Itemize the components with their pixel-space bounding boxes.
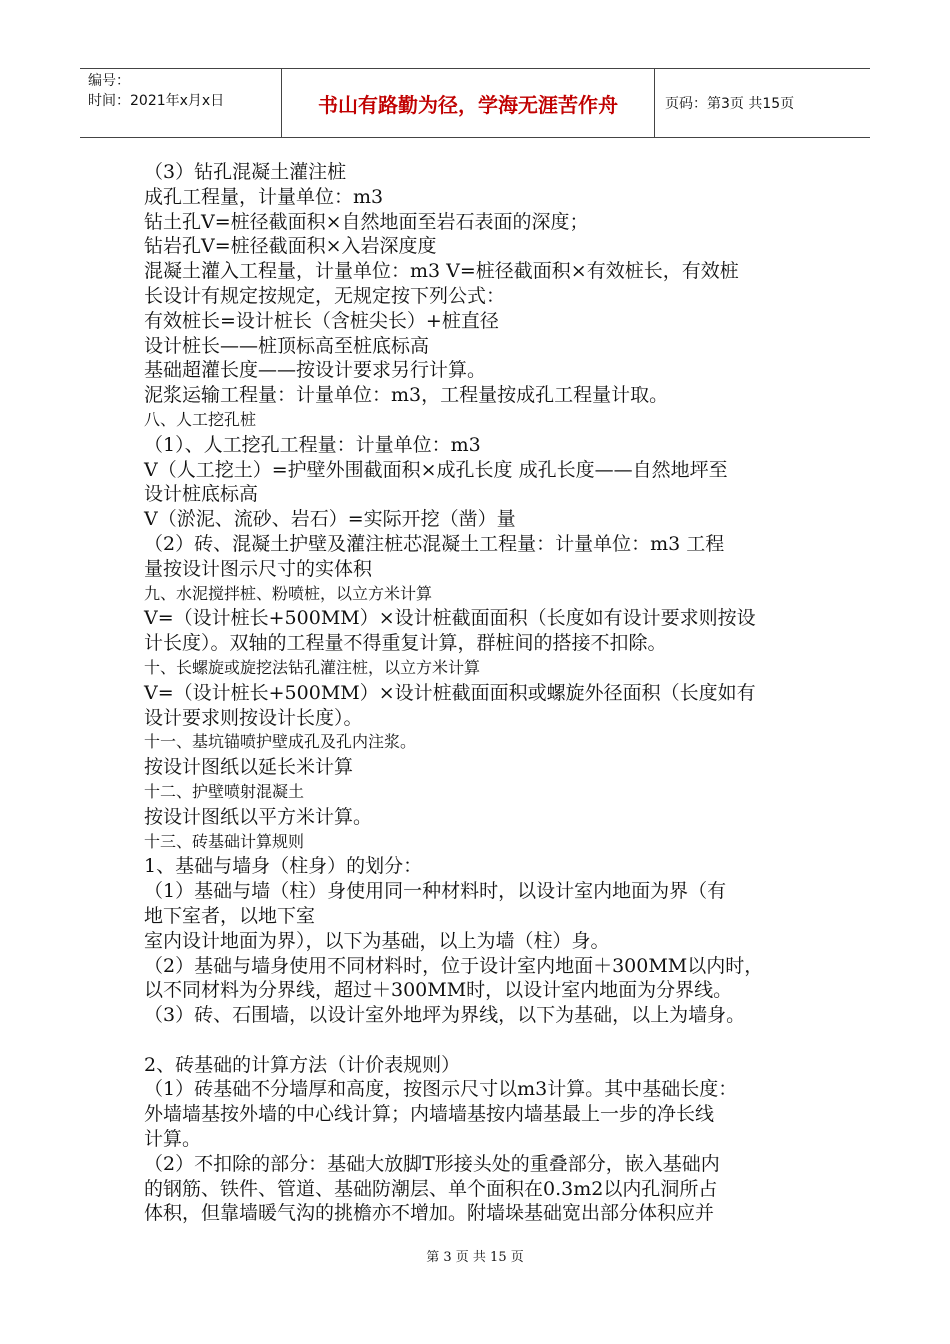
text-line: V（淤泥、流砂、岩石）=实际开挖（凿）量 xyxy=(144,508,516,531)
text-line: 钻土孔V=桩径截面积×自然地面至岩石表面的深度； xyxy=(144,210,589,233)
text-line: 有效桩长=设计桩长（含桩尖长）+桩直径 xyxy=(144,309,499,332)
text-line: 十一、基坑锚喷护壁成孔及孔内注浆。 xyxy=(144,732,417,752)
text-line: 设计要求则按设计长度）。 xyxy=(144,706,363,729)
text-line: V=（设计桩长+500MM）×设计桩截面面积或螺旋外径面积（长度如有 xyxy=(144,681,756,704)
text-line: （3）砖、石围墙，以设计室外地坪为界线，以下为基础，以上为墙身。 xyxy=(144,1004,746,1027)
text-line: 计算。 xyxy=(144,1128,202,1151)
text-line: （1）基础与墙（柱）身使用同一种材料时，以设计室内地面为界（有 xyxy=(144,880,727,903)
text-line: 的钢筋、铁件、管道、基础防潮层、单个面积在0.3m2以内孔洞所占 xyxy=(144,1177,718,1200)
text-line: 2、砖基础的计算方法（计价表规则） xyxy=(144,1053,461,1076)
header-page-info: 页码：第3页 共15页 xyxy=(665,96,795,112)
blank-line xyxy=(144,1028,824,1053)
text-line: 体积，但靠墙暖气沟的挑檐亦不增加。附墙垛基础宽出部分体积应并 xyxy=(144,1202,715,1225)
text-line: 计长度）。双轴的工程量不得重复计算，群桩间的搭接不扣除。 xyxy=(144,632,667,655)
text-line: 外墙墙基按外墙的中心线计算；内墙墙基按内墙基最上一步的净长线 xyxy=(144,1103,715,1126)
text-line: 设计桩长——桩顶标高至桩底标高 xyxy=(144,334,430,357)
page-header xyxy=(80,68,870,138)
text-line: 九、水泥搅拌桩、粉喷桩，以立方米计算 xyxy=(144,583,433,603)
document-body xyxy=(144,160,824,1226)
page-footer: 第 3 页 共 15 页 xyxy=(426,1250,524,1265)
text-line: 长设计有规定按规定，无规定按下列公式： xyxy=(144,284,506,307)
text-line: 基础超灌长度——按设计要求另行计算。 xyxy=(144,359,487,382)
document-time-label: 时间：2021年x月x日 xyxy=(88,93,225,109)
text-line: （2）砖、混凝土护壁及灌注桩芯混凝土工程量：计量单位：m3 工程 xyxy=(144,532,725,555)
text-line: 地下室者，以地下室 xyxy=(144,904,316,927)
text-line: （1）、人工挖孔工程量：计量单位：m3 xyxy=(144,433,481,456)
text-line: 以不同材料为分界线，超过＋300MM时，以设计室内地面为分界线。 xyxy=(144,979,733,1002)
header-meta xyxy=(80,69,282,137)
text-line: （3）钻孔混凝土灌注桩 xyxy=(144,161,347,183)
text-line: 八、人工挖孔桩 xyxy=(144,409,257,429)
text-line: 设计桩底标高 xyxy=(144,483,259,506)
text-line: V（人工挖土）=护壁外围截面积×成孔长度 成孔长度——自然地坪至 xyxy=(144,458,728,481)
text-line: 量按设计图示尺寸的实体积 xyxy=(144,557,373,580)
text-line: （1）砖基础不分墙厚和高度，按图示尺寸以m3计算。其中基础长度： xyxy=(144,1078,738,1101)
text-line: 成孔工程量，计量单位：m3 xyxy=(144,185,384,208)
text-line: 按设计图纸以延长米计算 xyxy=(144,756,354,779)
text-line: 钻岩孔V=桩径截面积×入岩深度度 xyxy=(144,235,437,258)
text-line: （2）不扣除的部分：基础大放脚T形接头处的重叠部分，嵌入基础内 xyxy=(144,1152,720,1175)
text-line: 十、长螺旋或旋挖法钻孔灌注桩，以立方米计算 xyxy=(144,657,481,677)
header-motto: 书山有路勤为径，学海无涯苦作舟 xyxy=(282,69,655,137)
text-line: 十二、护壁喷射混凝土 xyxy=(144,781,305,801)
text-line: V=（设计桩长+500MM）×设计桩截面面积（长度如有设计要求则按设 xyxy=(144,607,756,630)
text-line: 1、基础与墙身（柱身）的划分： xyxy=(144,855,423,878)
text-line: 按设计图纸以平方米计算。 xyxy=(144,805,373,828)
text-line: 室内设计地面为界），以下为基础，以上为墙（柱）身。 xyxy=(144,929,610,952)
text-line: 混凝土灌入工程量，计量单位：m3 V=桩径截面积×有效桩长，有效桩 xyxy=(144,260,739,283)
text-line: （2）基础与墙身使用不同材料时，位于设计室内地面＋300MM以内时， xyxy=(144,954,764,977)
document-number-label: 编号： xyxy=(88,73,130,89)
text-line: 泥浆运输工程量：计量单位：m3，工程量按成孔工程量计取。 xyxy=(144,384,669,407)
text-line: 十三、砖基础计算规则 xyxy=(144,831,305,851)
